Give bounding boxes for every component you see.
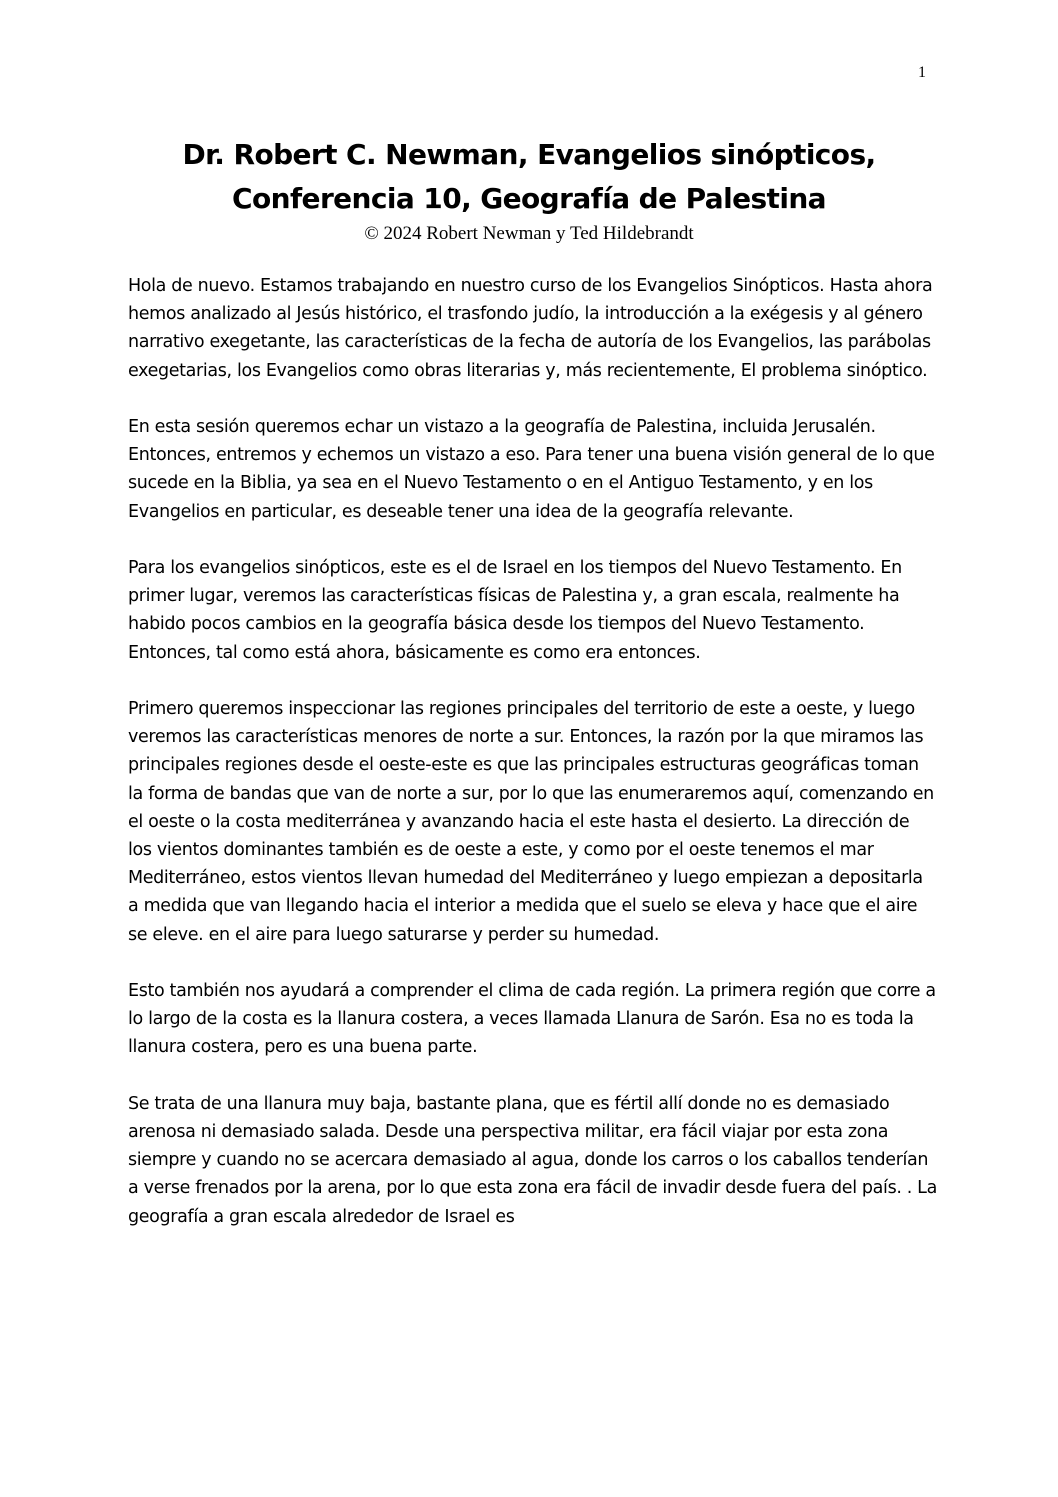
page-number: 1 [918,64,926,81]
title-line-2: Conferencia 10, Geografía de Palestina [232,182,826,215]
paragraph-1: Hola de nuevo. Estamos trabajando en nuestro curso de los Evangelios Sinópticos. Hasta ahora hemos analizado al Jesús histórico, el trasfondo judío, la introducción a la exégesis y al género narrativo exegetante, las características de la fecha de autoría de los Evangelios, las parábolas exegetarias, los Evangelios como obras literarias y, más recientemente, El problema sinóptico. [128,276,933,381]
paragraph-4: Primero queremos inspeccionar las regiones principales del territorio de este a oeste, y luego veremos las características menores de norte a sur. Entonces, la razón por la que miramos las principales regiones desde el oeste-este es que las principales estructuras geográficas toman la forma de bandas que van de norte a sur, por lo que las enumeraremos aquí, comenzando en el oeste o la costa mediterránea y avanzando hacia el este hasta el desierto. La dirección de los vientos dominantes también es de oeste a este, y como por el oeste tenemos el mar Mediterráneo, estos vientos llevan humedad del Mediterráneo y luego empiezan a depositarla a medida que van llegando hacia el interior a medida que el suelo se eleva y hace que el aire se eleve. en el aire para luego saturarse y perder su humedad. [128,699,934,945]
copyright-line: © 2024 Robert Newman y Ted Hildebrandt [364,223,694,244]
body-text [128,272,938,1259]
title-line-1: Dr. Robert C. Newman, Evangelios sinópticos, [182,138,876,171]
paragraph-3: Para los evangelios sinópticos, este es el de Israel en los tiempos del Nuevo Testamento. En primer lugar, veremos las características físicas de Palestina y, a gran escala, realmente ha habido pocos cambios en la geografía básica desde los tiempos del Nuevo Testamento. Entonces, tal como está ahora, básicamente es como era entonces. [128,558,902,663]
paragraph-5: Esto también nos ayudará a comprender el clima de cada región. La primera región que corre a lo largo de la costa es la llanura costera, a veces llamada Llanura de Sarón. Esa no es toda la llanura costera, pero es una buena parte. [128,981,936,1058]
paragraph-2: En esta sesión queremos echar un vistazo a la geografía de Palestina, incluida Jerusalén. Entonces, entremos y echemos un vistazo a eso. Para tener una buena visión general de lo que sucede en la Biblia, ya sea en el Nuevo Testamento o en el Antiguo Testamento, y en los Evangelios en particular, es deseable tener una idea de la geografía relevante. [128,417,935,522]
paragraph-6: Se trata de una llanura muy baja, bastante plana, que es fértil allí donde no es demasiado arenosa ni demasiado salada. Desde una perspectiva militar, era fácil viajar por esta zona siempre y cuando no se acercara demasiado al agua, donde los carros o los caballos tenderían a verse frenados por la arena, por lo que esta zona era fácil de invadir desde fuera del país. . La geografía a gran escala alrededor de Israel es [128,1093,937,1227]
document-title [0,133,1058,221]
